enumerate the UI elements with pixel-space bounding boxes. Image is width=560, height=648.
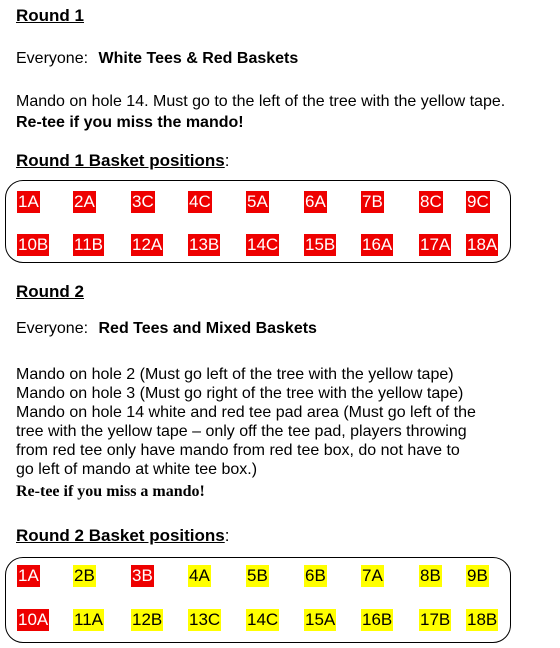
round2-basket-9B: 9B <box>467 566 488 585</box>
round1-mando-line: Mando on hole 14. Must go to the left of the tree with the yellow tape. <box>16 93 506 110</box>
round1-basket-heading <box>16 151 229 171</box>
round2-basket-7A: 7A <box>362 566 383 585</box>
round2-basket-box <box>5 557 511 643</box>
round2-basket-16B: 16B <box>362 610 393 629</box>
round2-everyone-value: Red Tees and Mixed Baskets <box>98 320 317 337</box>
round1-heading: Round 1 <box>16 6 84 25</box>
round1-basket-16A: 16A <box>362 235 393 254</box>
round1-basket-6A: 6A <box>305 192 326 211</box>
round1-basket-15B: 15B <box>305 235 336 254</box>
round2-mando-line-4: tree with the yellow tape – only off the tee pad, players throwing <box>16 423 467 440</box>
round1-basket-box <box>5 180 511 263</box>
round2-heading: Round 2 <box>16 282 84 301</box>
round1-basket-17A: 17A <box>420 235 451 254</box>
round1-everyone-line <box>16 50 298 68</box>
round2-mando-line-1: Mando on hole 2 (Must go left of the tree with the yellow tape) <box>16 366 454 383</box>
round1-basket-14C: 14C <box>247 235 279 254</box>
round2-basket-14C: 14C <box>247 610 279 629</box>
round1-basket-heading-colon: : <box>224 151 230 170</box>
round1-basket-heading-text: Round 1 Basket positions <box>16 151 225 170</box>
round2-mando-line-2: Mando on hole 3 (Must go right of the tree with the yellow tape) <box>16 385 464 402</box>
round2-basket-heading-colon: : <box>224 526 230 545</box>
round2-basket-8B: 8B <box>420 566 441 585</box>
round1-everyone-value: White Tees & Red Baskets <box>98 50 299 67</box>
round1-basket-11B: 11B <box>74 235 103 254</box>
round2-mando-line-5: from red tee only have mando from red tee box, do not have to <box>16 442 460 459</box>
round1-retee-line: Re-tee if you miss the mando! <box>16 114 244 131</box>
round2-basket-heading-text: Round 2 Basket positions <box>16 526 225 545</box>
round2-basket-4A: 4A <box>189 566 210 585</box>
round2-everyone-label: Everyone: <box>16 320 89 337</box>
round1-everyone-label: Everyone: <box>16 50 89 67</box>
round2-basket-15A: 15A <box>305 610 336 629</box>
round2-retee-line: Re-tee if you miss a mando! <box>16 483 205 500</box>
round2-basket-5B: 5B <box>247 566 268 585</box>
round2-basket-11A: 11A <box>74 610 103 629</box>
round1-basket-12A: 12A <box>132 235 163 254</box>
round2-mando-line-3: Mando on hole 14 white and red tee pad area (Must go left of the <box>16 404 476 421</box>
round1-basket-4C: 4C <box>189 192 211 211</box>
round2-basket-3B: 3B <box>132 566 153 585</box>
round2-basket-18B: 18B <box>467 610 498 629</box>
round1-basket-10B: 10B <box>18 235 49 254</box>
round1-basket-5A: 5A <box>247 192 268 211</box>
round1-basket-2A: 2A <box>74 192 95 211</box>
round1-basket-9C: 9C <box>467 192 489 211</box>
round1-basket-18A: 18A <box>467 235 498 254</box>
round2-basket-12B: 12B <box>132 610 163 629</box>
round1-basket-3C: 3C <box>132 192 154 211</box>
round2-basket-10A: 10A <box>18 610 49 629</box>
round2-basket-1A: 1A <box>18 566 39 585</box>
round2-basket-2B: 2B <box>74 566 95 585</box>
round2-basket-13C: 13C <box>189 610 221 629</box>
round2-basket-6B: 6B <box>305 566 326 585</box>
round1-basket-7B: 7B <box>362 192 383 211</box>
round2-basket-heading <box>16 526 229 546</box>
round1-basket-8C: 8C <box>420 192 442 211</box>
round1-basket-13B: 13B <box>189 235 220 254</box>
round2-everyone-line <box>16 320 317 338</box>
round1-basket-1A: 1A <box>18 192 39 211</box>
round2-basket-17B: 17B <box>420 610 451 629</box>
round2-mando-line-6: go left of mando at white tee box.) <box>16 461 258 478</box>
